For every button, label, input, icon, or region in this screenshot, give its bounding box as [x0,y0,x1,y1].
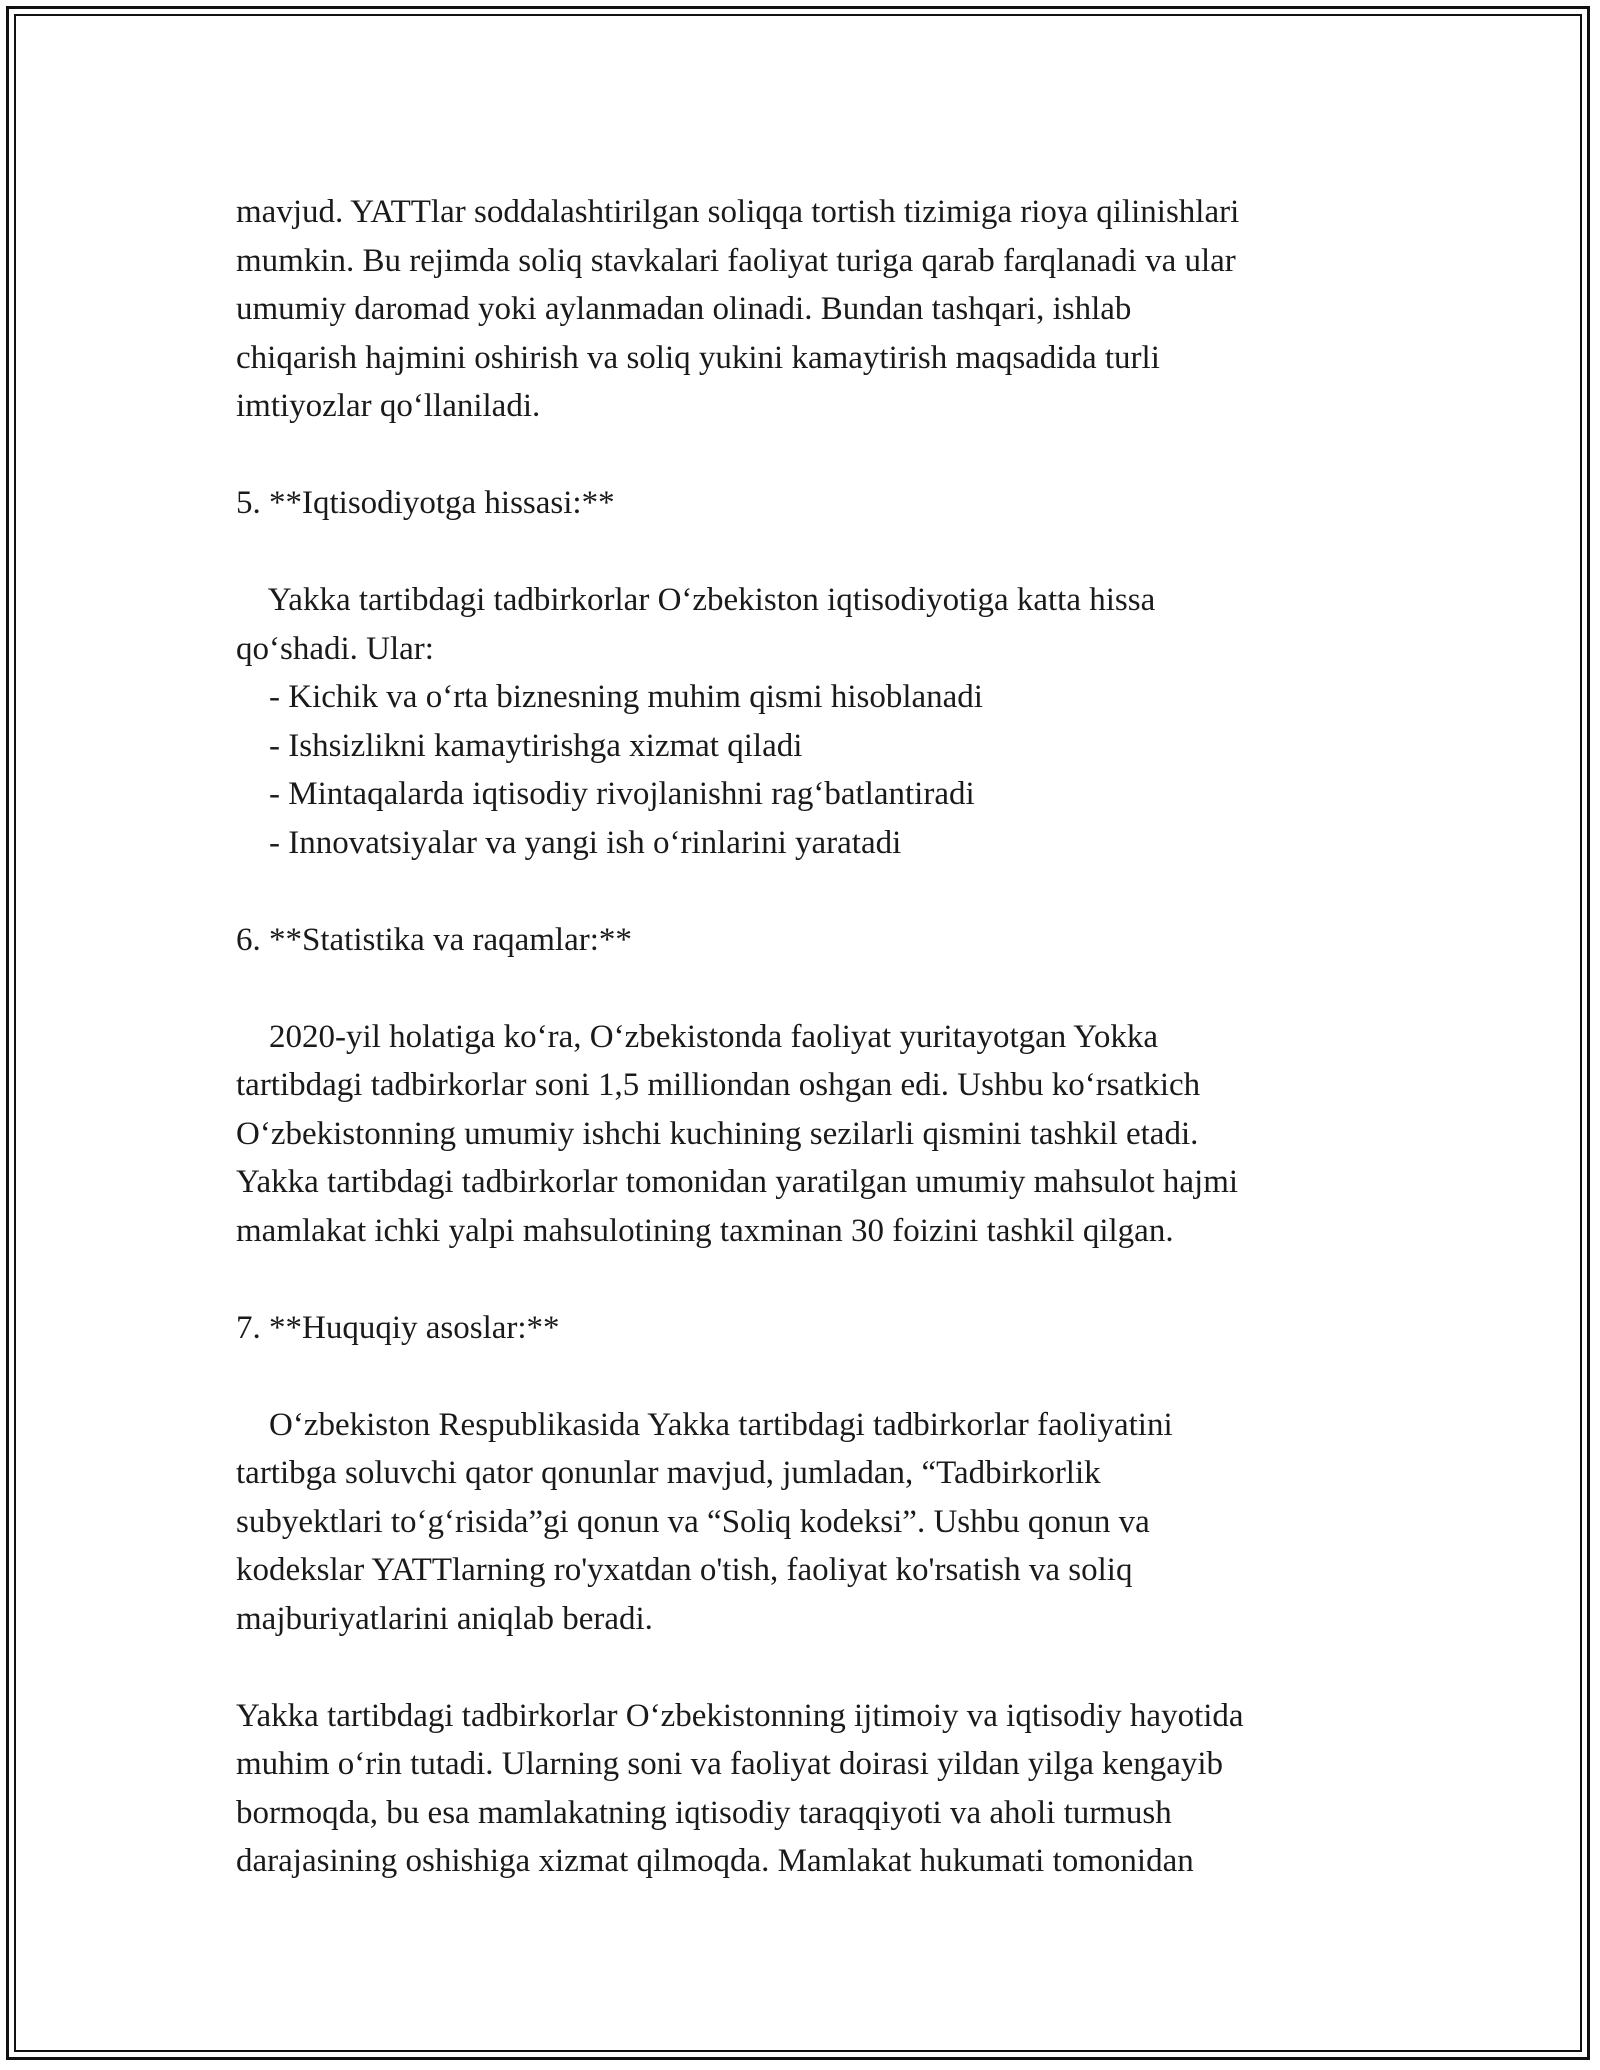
text-line: Yakka tartibdagi tadbirkorlar O‘zbekiston iqtisodiyotiga katta hissa [236,582,1156,618]
list-item: - Innovatsiyalar va yangi ish o‘rinlarini yaratadi [236,824,902,861]
text-line: muhim o‘rin tutadi. Ularning soni va faoliyat doirasi yildan yilga kengayib [236,1746,1224,1782]
list-item: - Ishsizlikni kamaytirishga xizmat qiladi [236,727,803,764]
text-line: imtiyozlar qo‘llaniladi. [236,388,541,424]
text-line: majburiyatlarini aniqlab beradi. [236,1600,653,1637]
paragraph-legal-basis [236,1401,1376,1644]
text-line: Yakka tartibdagi tadbirkorlar O‘zbekistonning ijtimoiy va iqtisodiy hayotida [236,1697,1244,1734]
list-item: - Mintaqalarda iqtisodiy rivojlanishni rag‘batlantiradi [236,776,975,812]
text-line: O‘zbekiston Respublikasida Yakka tartibdagi tadbirkorlar faoliyatini [236,1406,1173,1443]
document-body [236,188,1376,1886]
text-line: Yakka tartibdagi tadbirkorlar tomonidan yaratilgan umumiy mahsulot hajmi [236,1164,1239,1200]
blank-line [236,431,1376,480]
text-line: mavjud. YATTlar soddalashtirilgan soliqqa tortish tizimiga rioya qilinishlari [236,194,1240,230]
text-line: mumkin. Bu rejimda soliq stavkalari faoliyat turiga qarab farqlanadi va ular [236,242,1236,279]
blank-line [236,528,1376,577]
text-line: 2020-yil holatiga ko‘ra, O‘zbekistonda faoliyat yuritayotgan Yokka [236,1018,1158,1055]
list-item: - Kichik va o‘rta biznesning muhim qismi hisoblanadi [236,679,983,715]
text-line: darajasining oshishiga xizmat qilmoqda. Mamlakat hukumati tomonidan [236,1843,1194,1879]
blank-line [236,867,1376,916]
paragraph-conclusion [236,1692,1376,1886]
blank-line [236,964,1376,1013]
blank-line [236,1255,1376,1304]
text-line: kodekslar YATTlarning ro'yxatdan o'tish, faoliyat ko'rsatish va soliq [236,1552,1133,1588]
text-line: O‘zbekistonning umumiy ishchi kuchining sezilarli qismini tashkil etadi. [236,1115,1199,1152]
text-line: umumiy daromad yoki aylanmadan olinadi. Bundan tashqari, ishlab [236,291,1132,327]
text-line: mamlakat ichki yalpi mahsulotining taxminan 30 foizini tashkil qilgan. [236,1212,1174,1249]
section-heading-6: 6. **Statistika va raqamlar:** [236,921,632,958]
section-heading-7: 7. **Huquqiy asoslar:** [236,1309,560,1346]
text-line: bormoqda, bu esa mamlakatning iqtisodiy taraqqiyoti va aholi turmush [236,1794,1172,1831]
text-line: subyektlari to‘g‘risida”gi qonun va “Soliq kodeksi”. Ushbu qonun va [236,1503,1150,1540]
blank-line [236,1352,1376,1401]
paragraph-statistics [236,1013,1376,1256]
paragraph-economy-contribution [236,576,1376,867]
text-line: tartibdagi tadbirkorlar soni 1,5 milliondan oshgan edi. Ushbu ko‘rsatkich [236,1067,1201,1103]
text-line: chiqarish hajmini oshirish va soliq yukini kamaytirish maqsadida turli [236,339,1160,376]
text-line: qo‘shadi. Ular: [236,630,434,667]
blank-line [236,1643,1376,1692]
section-heading-5: 5. **Iqtisodiyotga hissasi:** [236,485,615,521]
paragraph-tax-regime [236,188,1376,431]
text-line: tartibga soluvchi qator qonunlar mavjud, jumladan, “Tadbirkorlik [236,1455,1101,1491]
